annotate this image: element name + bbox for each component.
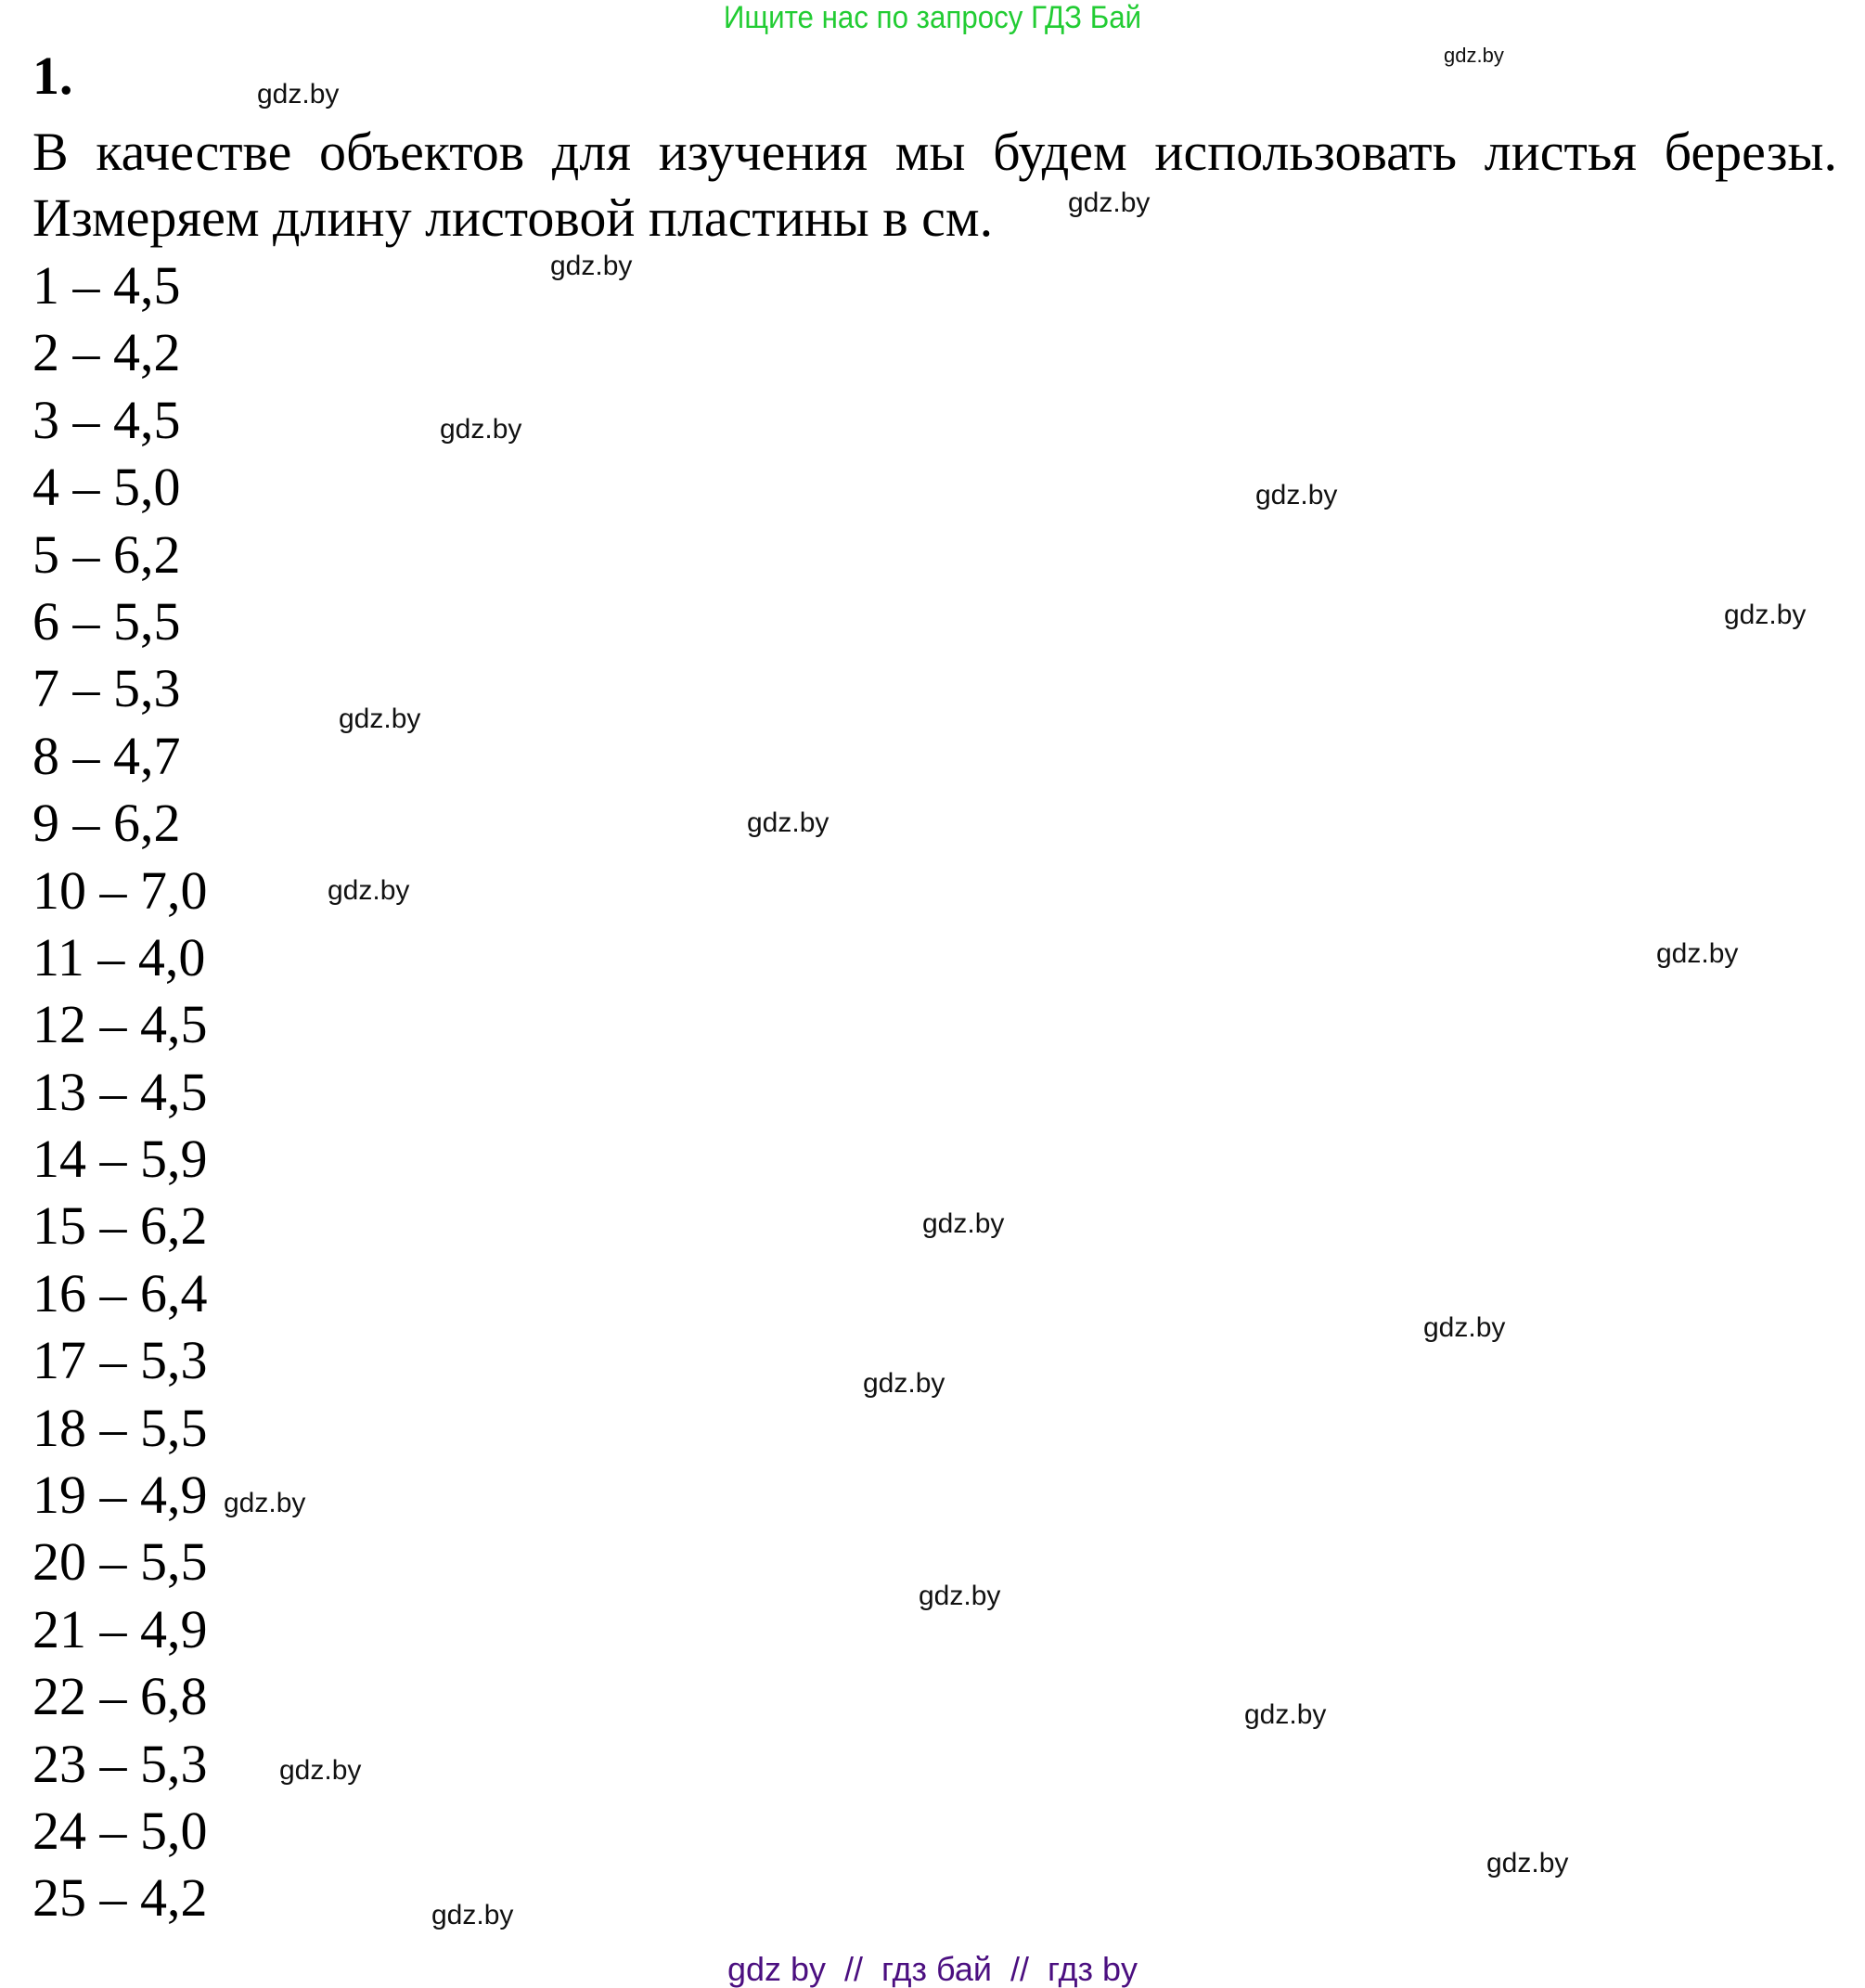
watermark: gdz.by: [431, 1900, 514, 1930]
list-item: 18 – 5,5: [32, 1397, 208, 1458]
search-banner: Ищите нас по запросу ГДЗ Бай: [723, 0, 1142, 35]
list-item: 22 – 6,8: [32, 1666, 208, 1727]
watermark: gdz.by: [328, 875, 410, 906]
watermark: gdz.by: [1486, 1848, 1569, 1878]
list-item: 6 – 5,5: [32, 590, 181, 652]
list-item: 12 – 4,5: [32, 994, 208, 1055]
watermark: gdz.by: [257, 79, 340, 110]
list-item: 17 – 5,3: [32, 1330, 208, 1391]
watermark: gdz.by: [1244, 1699, 1327, 1730]
watermark: gdz.by: [747, 807, 830, 838]
list-item: 19 – 4,9: [32, 1465, 208, 1526]
watermark: gdz.by: [1423, 1312, 1506, 1343]
watermark: gdz.by: [550, 251, 633, 281]
list-item: 24 – 5,0: [32, 1800, 208, 1861]
footer-links: gdz by // гдз бай // гдз by: [727, 1950, 1138, 1988]
watermark: gdz.by: [1656, 938, 1739, 969]
list-item: 7 – 5,3: [32, 658, 181, 719]
watermark: gdz.by: [224, 1488, 306, 1518]
list-item: 13 – 4,5: [32, 1061, 208, 1122]
watermark: gdz.by: [440, 414, 522, 445]
list-item: 5 – 6,2: [32, 523, 181, 585]
watermark: gdz.by: [1444, 44, 1504, 67]
watermark: gdz.by: [1724, 600, 1807, 630]
list-item: 3 – 4,5: [32, 389, 181, 450]
watermark: gdz.by: [919, 1581, 1001, 1611]
intro-line-1: В качестве объектов для изучения мы будем использовать листья березы.: [32, 122, 1837, 182]
watermark: gdz.by: [1255, 480, 1338, 510]
list-item: 21 – 4,9: [32, 1598, 208, 1659]
watermark: gdz.by: [863, 1368, 945, 1399]
list-item: 1 – 4,5: [32, 255, 181, 316]
list-item: 20 – 5,5: [32, 1531, 208, 1593]
measurement-list: [32, 252, 208, 1932]
watermark: gdz.by: [339, 704, 421, 734]
watermark: gdz.by: [1068, 187, 1151, 218]
list-item: 23 – 5,3: [32, 1733, 208, 1794]
task-number: 1.: [32, 45, 73, 106]
intro-line-2: Измеряем длину листовой пластины в см.: [32, 187, 994, 248]
watermark: gdz.by: [279, 1755, 362, 1786]
list-item: 25 – 4,2: [32, 1867, 208, 1929]
list-item: 11 – 4,0: [32, 926, 206, 988]
list-item: 9 – 6,2: [32, 793, 181, 854]
list-item: 14 – 5,9: [32, 1129, 208, 1190]
list-item: 8 – 4,7: [32, 725, 181, 786]
task-intro: [32, 119, 1837, 251]
list-item: 15 – 6,2: [32, 1195, 208, 1257]
watermark: gdz.by: [922, 1208, 1005, 1239]
list-item: 2 – 4,2: [32, 322, 181, 383]
list-item: 4 – 5,0: [32, 457, 181, 518]
list-item: 16 – 6,4: [32, 1262, 208, 1323]
list-item: 10 – 7,0: [32, 859, 208, 921]
